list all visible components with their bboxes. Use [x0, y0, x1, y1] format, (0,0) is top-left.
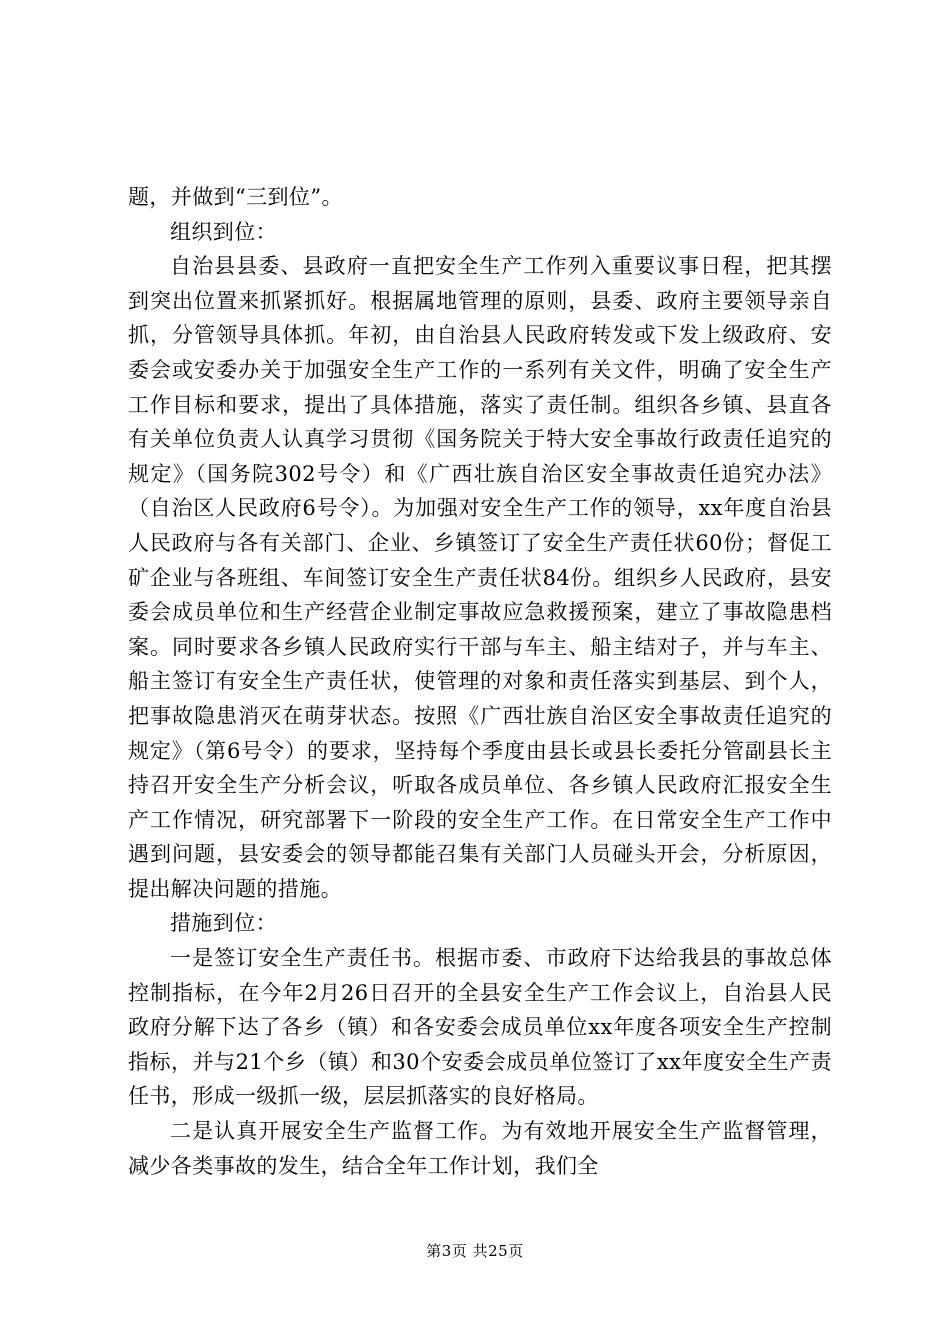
section-heading-measures: 措施到位：	[170, 911, 277, 936]
paragraph-measure-one: 一是签订安全生产责任书。根据市委、市政府下达给我县的事故总体控制指标，在今年2月26日召开的全县安全生产工作会议上，自治县人民政府分解下达了各乡（镇）和各安委会成员单位xx年度各项安全生产控制指标，并与21个乡（镇）和30个安委会成员单位签订了xx年度安全生产责任书，形成一级抓一级，层层抓落实的良好格局。	[128, 946, 832, 1109]
document-body	[128, 180, 832, 1183]
paragraph-continuation: 题，并做到“三到位”。	[128, 185, 343, 209]
paragraph-organization: 自治县县委、县政府一直把安全生产工作列入重要议事日程，把其摆到突出位置来抓紧抓好。根据属地管理的原则，县委、政府主要领导亲自抓，分管领导具体抓。年初，由自治县人民政府转发或下发上级政府、安委会或安委办关于加强安全生产工作的一系列有关文件，明确了安全生产工作目标和要求，提出了具体措施，落实了责任制。组织各乡镇、县直各有关单位负责人认真学习贯彻《国务院关于特大安全事故行政责任追究的规定》（国务院302号令）和《广西壮族自治区安全事故责任追究办法》（自治区人民政府6号令）。为加强对安全生产工作的领导，xx年度自治县人民政府与各有关部门、企业、乡镇签订了安全生产责任状60份；督促工矿企业与各班组、车间签订安全生产责任状84份。组织乡人民政府，县安委会成员单位和生产经营企业制定事故应急救援预案，建立了事故隐患档案。同时要求各乡镇人民政府实行干部与车主、船主结对子，并与车主、船主签订有安全生产责任状，使管理的对象和责任落实到基层、到个人，把事故隐患消灭在萌芽状态。按照《广西壮族自治区安全事故责任追究的规定》（第6号令）的要求，坚持每个季度由县长或县长委托分管副县长主持召开安全生产分析会议，听取各成员单位、各乡镇人民政府汇报安全生产工作情况，研究部署下一阶段的安全生产工作。在日常安全生产工作中遇到问题，县安委会的领导都能召集有关部门人员碰头开会，分析原因，提出解决问题的措施。	[128, 254, 832, 901]
paragraph-measure-two: 二是认真开展安全生产监督工作。为有效地开展安全生产监督管理，减少各类事故的发生，结合全年工作计划，我们全	[128, 1119, 832, 1178]
section-heading-organization: 组织到位：	[170, 219, 277, 244]
page-number-footer: 第3页 共25页	[426, 1242, 524, 1260]
